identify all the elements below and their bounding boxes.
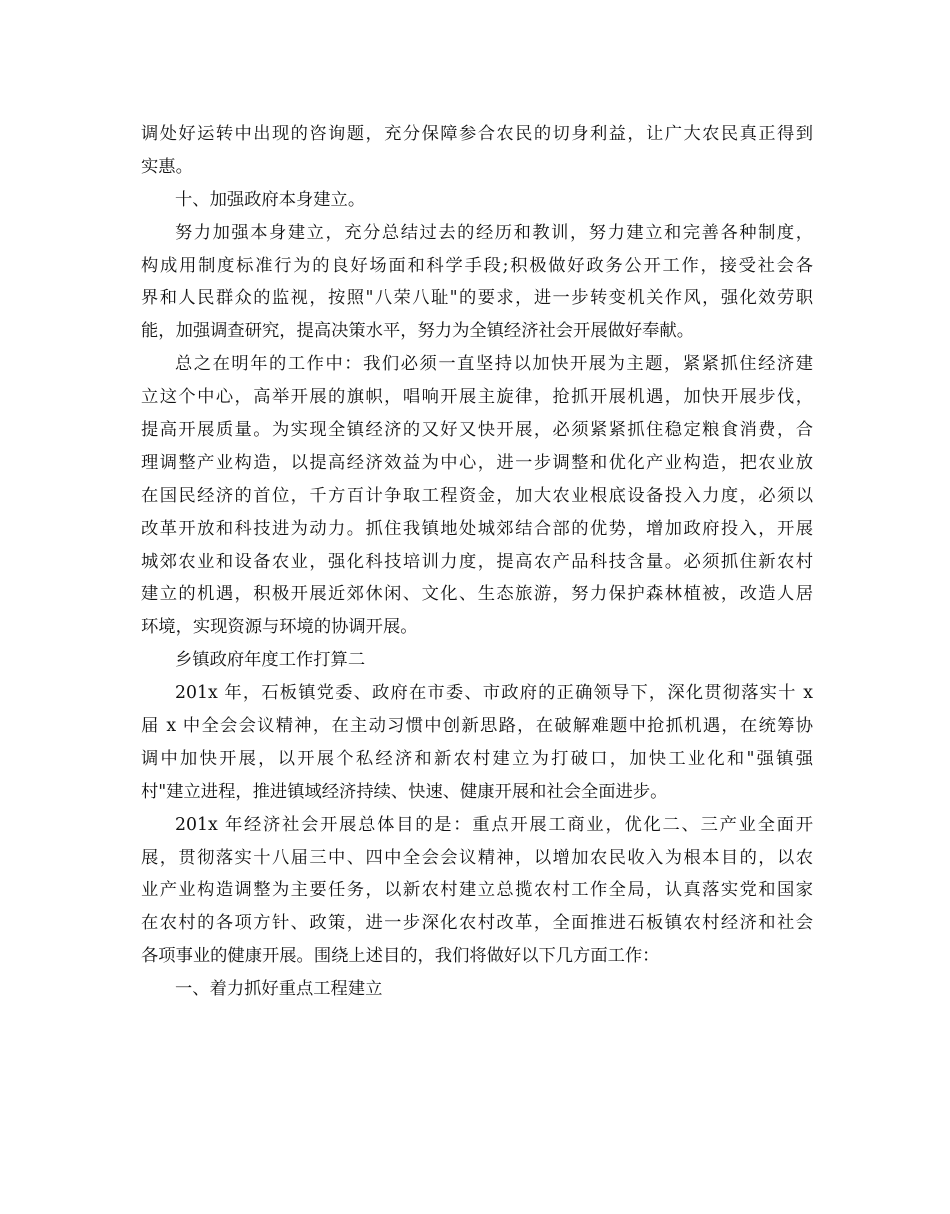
section-heading: 一、着力抓好重点工程建立 (175, 979, 383, 1000)
document-body (141, 118, 813, 1006)
document-subtitle: 乡镇政府年度工作打算二 (175, 650, 366, 671)
paragraph-line: 在农村的各项方针、政策，进一步深化农村改革，全面推进石板镇农村经济和社会 (141, 913, 813, 934)
paragraph-line: 城郊农业和设备农业，强化科技培训力度，提高农产品科技含量。必须抓住新农村 (141, 551, 813, 572)
paragraph-line: 界和人民群众的监视，按照"八荣八耻"的要求，进一步转变机关作风，强化效劳职 (141, 288, 813, 309)
paragraph-line: 提高开展质量。为实现全镇经济的又好又快开展，必须紧紧抓住稳定粮食消费，合 (141, 420, 813, 441)
paragraph-line: 在国民经济的首位，千方百计争取工程资金，加大农业根底设备投入力度，必须以 (141, 485, 813, 506)
paragraph-line: 能，加强调查研究，提高决策水平，努力为全镇经济社会开展做好奉献。 (141, 321, 695, 342)
paragraph-line: 届 x 中全会会议精神，在主动习惯中创新思路，在破解难题中抢抓机遇，在统筹协 (141, 716, 813, 737)
paragraph-line: 环境，实现资源与环境的协调开展。 (141, 617, 418, 638)
paragraph-line: 努力加强本身建立，充分总结过去的经历和教训，努力建立和完善各种制度， (175, 222, 813, 243)
paragraph-line: 201x 年，石板镇党委、政府在市委、市政府的正确领导下，深化贯彻落实十 x (175, 683, 813, 704)
paragraph-line: 理调整产业构造，以提高经济效益为中心，进一步调整和优化产业构造，把农业放 (141, 452, 813, 473)
paragraph-line: 构成用制度标准行为的良好场面和科学手段;积极做好政务公开工作，接受社会各 (141, 255, 813, 276)
paragraph-line: 总之在明年的工作中：我们必须一直坚持以加快开展为主题，紧紧抓住经济建 (175, 354, 813, 375)
paragraph-line: 村"建立进程，推进镇域经济持续、快速、健康开展和社会全面进步。 (141, 781, 668, 802)
paragraph-line: 业产业构造调整为主要任务，以新农村建立总揽农村工作全局，认真落实党和国家 (141, 880, 813, 901)
paragraph-line: 201x 年经济社会开展总体目的是：重点开展工商业，优化二、三产业全面开 (175, 814, 813, 835)
paragraph-line: 改革开放和科技进为动力。抓住我镇地处城郊结合部的优势，增加政府投入，开展 (141, 518, 813, 539)
paragraph-line: 实惠。 (141, 156, 193, 177)
paragraph-line: 建立的机遇，积极开展近郊休闲、文化、生态旅游，努力保护森林植被，改造人居 (141, 584, 813, 605)
paragraph-line: 调处好运转中出现的咨询题，充分保障参合农民的切身利益，让广大农民真正得到 (141, 124, 813, 144)
section-heading: 十、加强政府本身建立。 (175, 189, 366, 210)
paragraph-line: 立这个中心，高举开展的旗帜，唱响开展主旋律，抢抓开展机遇，加快开展步伐， (141, 387, 813, 408)
paragraph-line: 调中加快开展，以开展个私经济和新农村建立为打破口，加快工业化和"强镇强 (141, 748, 813, 769)
paragraph-line: 展，贯彻落实十八届三中、四中全会会议精神，以增加农民收入为根本目的，以农 (141, 847, 813, 868)
paragraph-line: 各项事业的健康开展。围绕上述目的，我们将做好以下几方面工作： (141, 946, 660, 967)
